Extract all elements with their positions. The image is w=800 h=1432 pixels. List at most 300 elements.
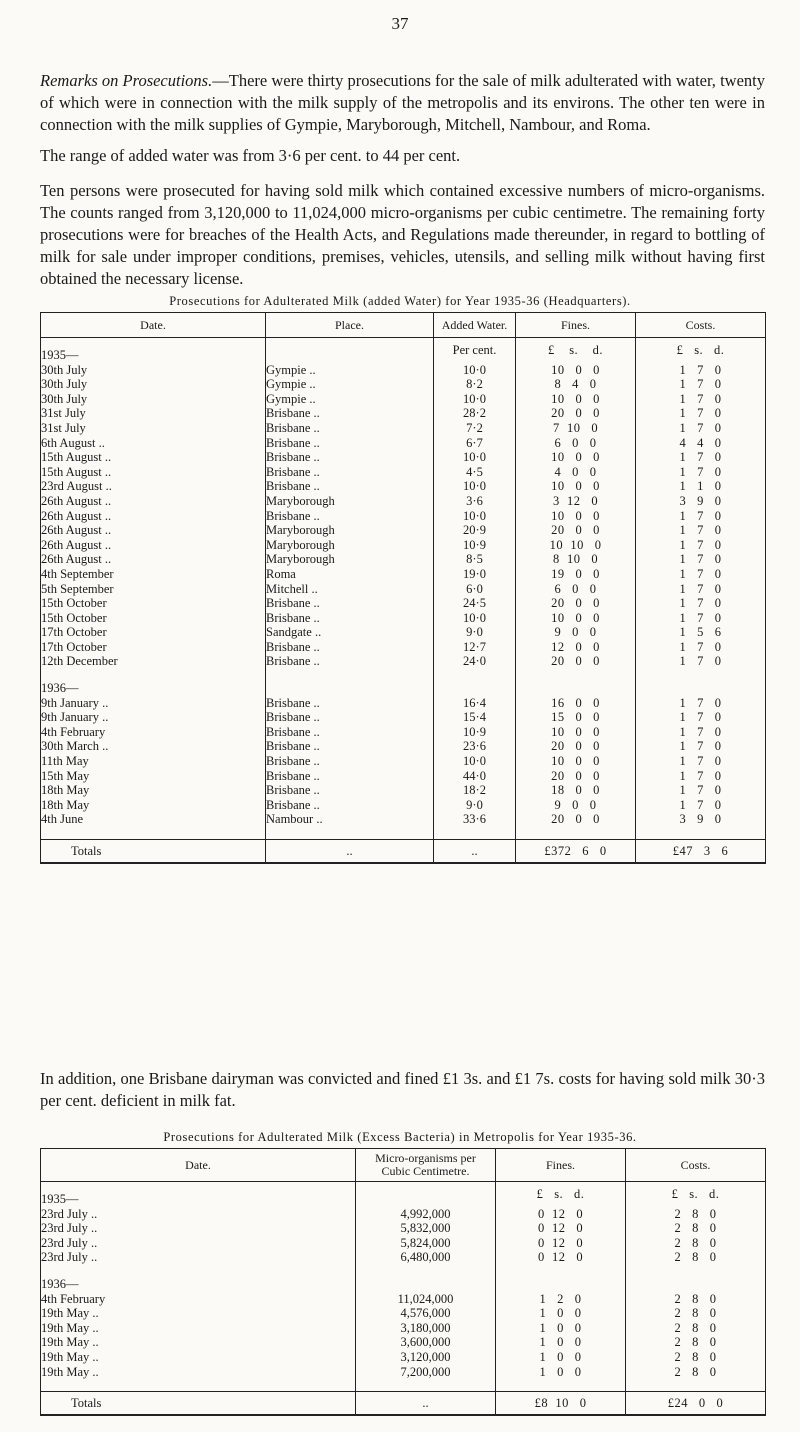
totals-added-water: ..: [434, 840, 516, 864]
year-label: 1935—: [41, 338, 266, 363]
table-row: [41, 754, 766, 769]
row-cost: 1 7 0: [636, 654, 766, 669]
row-date: 18th May: [41, 798, 266, 813]
row-micro-organisms: 3,120,000: [356, 1350, 496, 1365]
row-date: 30th July: [41, 392, 266, 407]
row-micro-organisms: 6,480,000: [356, 1250, 496, 1265]
unit-costs: £ s. d.: [636, 338, 766, 363]
row-cost: 2 8 0: [626, 1365, 766, 1380]
row-date: 6th August ..: [41, 436, 266, 451]
table-excess-bacteria: [40, 1148, 766, 1416]
table1-title: Prosecutions for Adulterated Milk (added Water) for Year 1935-36 (Headquarters).: [169, 294, 631, 308]
row-fine: 10 0 0: [516, 450, 636, 465]
row-date: 19th May ..: [41, 1335, 356, 1350]
row-place: Brisbane ..: [266, 710, 434, 725]
header-date: Date.: [41, 313, 266, 338]
row-place: Gympie ..: [266, 392, 434, 407]
row-cost: 1 7 0: [636, 725, 766, 740]
row-added-water: 33·6: [434, 812, 516, 827]
empty-cell: [434, 669, 516, 681]
row-cost: 2 8 0: [626, 1306, 766, 1321]
totals-row: [41, 840, 766, 864]
row-place: Maryborough: [266, 538, 434, 553]
row-fine: 16 0 0: [516, 696, 636, 711]
table-row: [41, 596, 766, 611]
table2-title: Prosecutions for Adulterated Milk (Excess Bacteria) in Metropolis for Year 1935-36.: [163, 1130, 637, 1144]
row-cost: 2 8 0: [626, 1236, 766, 1251]
row-added-water: 10·0: [434, 450, 516, 465]
totals-fines: £372 6 0: [516, 840, 636, 864]
row-place: Brisbane ..: [266, 725, 434, 740]
row-cost: 1 7 0: [636, 552, 766, 567]
header-added-water: Added Water.: [434, 313, 516, 338]
empty-cell: [516, 669, 636, 681]
row-cost: 1 7 0: [636, 465, 766, 480]
row-cost: 2 8 0: [626, 1350, 766, 1365]
row-place: Brisbane ..: [266, 465, 434, 480]
row-date: 23rd July ..: [41, 1236, 356, 1251]
totals-label: Totals: [41, 840, 266, 864]
row-fine: 10 0 0: [516, 479, 636, 494]
row-date: 17th October: [41, 625, 266, 640]
table-row: [41, 436, 766, 451]
table1-body: [41, 338, 766, 864]
row-fine: 8 4 0: [516, 377, 636, 392]
empty-cell: [626, 1379, 766, 1392]
row-place: Brisbane ..: [266, 769, 434, 784]
row-fine: 20 0 0: [516, 654, 636, 669]
header-micro-organisms: Micro-organisms per Cubic Centimetre.: [356, 1149, 496, 1182]
row-place: Sandgate ..: [266, 625, 434, 640]
spacer-row: [41, 669, 766, 681]
row-cost: 2 8 0: [626, 1292, 766, 1307]
row-added-water: 10·0: [434, 509, 516, 524]
row-place: Mitchell ..: [266, 582, 434, 597]
row-place: Brisbane ..: [266, 436, 434, 451]
table-row: [41, 479, 766, 494]
row-date: 26th August ..: [41, 509, 266, 524]
row-micro-organisms: 5,824,000: [356, 1236, 496, 1251]
empty-cell: [626, 1265, 766, 1277]
table-row: [41, 783, 766, 798]
row-fine: 20 0 0: [516, 406, 636, 421]
table-row: [41, 552, 766, 567]
empty-cell: [356, 1182, 496, 1207]
row-place: Brisbane ..: [266, 421, 434, 436]
row-date: 31st July: [41, 421, 266, 436]
table-added-water: [40, 312, 766, 864]
row-place: Brisbane ..: [266, 754, 434, 769]
row-added-water: 7·2: [434, 421, 516, 436]
table-row: [41, 1207, 766, 1222]
row-micro-organisms: 5,832,000: [356, 1221, 496, 1236]
row-cost: 1 7 0: [636, 421, 766, 436]
row-added-water: 10·9: [434, 538, 516, 553]
row-cost: 1 7 0: [636, 640, 766, 655]
table-row: [41, 611, 766, 626]
empty-cell: [266, 681, 434, 696]
empty-cell: [636, 681, 766, 696]
empty-cell: [496, 1379, 626, 1392]
row-micro-organisms: 4,992,000: [356, 1207, 496, 1222]
table-row: [41, 654, 766, 669]
row-added-water: 23·6: [434, 739, 516, 754]
year-label: 1935—: [41, 1182, 356, 1207]
row-fine: 20 0 0: [516, 769, 636, 784]
table-row: [41, 798, 766, 813]
row-added-water: 4·5: [434, 465, 516, 480]
row-cost: 1 7 0: [636, 538, 766, 553]
row-cost: 1 7 0: [636, 567, 766, 582]
empty-cell: [41, 669, 266, 681]
row-fine: 20 0 0: [516, 523, 636, 538]
row-cost: 2 8 0: [626, 1250, 766, 1265]
row-date: 19th May ..: [41, 1365, 356, 1380]
row-fine: 10 0 0: [516, 754, 636, 769]
row-cost: 2 8 0: [626, 1321, 766, 1336]
row-added-water: 9·0: [434, 798, 516, 813]
row-date: 31st July: [41, 406, 266, 421]
year-row: [41, 681, 766, 696]
row-date: 15th May: [41, 769, 266, 784]
table-row: [41, 1292, 766, 1307]
row-date: 23rd July ..: [41, 1250, 356, 1265]
row-cost: 2 8 0: [626, 1335, 766, 1350]
empty-cell: [434, 827, 516, 840]
row-cost: 4 4 0: [636, 436, 766, 451]
row-place: Brisbane ..: [266, 696, 434, 711]
empty-cell: [356, 1277, 496, 1292]
row-cost: 2 8 0: [626, 1221, 766, 1236]
row-cost: 1 7 0: [636, 710, 766, 725]
year-label: 1936—: [41, 1277, 356, 1292]
totals-place: ..: [266, 840, 434, 864]
table-row: [41, 1221, 766, 1236]
row-fine: 6 0 0: [516, 582, 636, 597]
row-place: Brisbane ..: [266, 406, 434, 421]
table-row: [41, 1365, 766, 1380]
row-place: Gympie ..: [266, 363, 434, 378]
row-date: 4th September: [41, 567, 266, 582]
remarks-paragraph: [40, 70, 765, 136]
row-date: 23rd July ..: [41, 1207, 356, 1222]
totals-costs: £24 0 0: [626, 1392, 766, 1416]
table-row: [41, 465, 766, 480]
year-row: [41, 1277, 766, 1292]
row-fine: 1 0 0: [496, 1321, 626, 1336]
row-date: 9th January ..: [41, 710, 266, 725]
table-row: [41, 538, 766, 553]
table-row: [41, 567, 766, 582]
row-date: 15th August ..: [41, 450, 266, 465]
row-fine: 1 2 0: [496, 1292, 626, 1307]
row-micro-organisms: 3,600,000: [356, 1335, 496, 1350]
empty-cell: [356, 1265, 496, 1277]
row-fine: 10 0 0: [516, 392, 636, 407]
row-fine: 9 0 0: [516, 625, 636, 640]
spacer-row: [41, 1265, 766, 1277]
row-added-water: 28·2: [434, 406, 516, 421]
row-date: 26th August ..: [41, 523, 266, 538]
row-cost: 3 9 0: [636, 494, 766, 509]
empty-cell: [356, 1379, 496, 1392]
table-row: [41, 392, 766, 407]
empty-cell: [41, 1265, 356, 1277]
row-added-water: 6·0: [434, 582, 516, 597]
table-row: [41, 1250, 766, 1265]
row-fine: 3 12 0: [516, 494, 636, 509]
unit-added-water: Per cent.: [434, 338, 516, 363]
row-added-water: 44·0: [434, 769, 516, 784]
row-cost: 1 7 0: [636, 754, 766, 769]
row-added-water: 20·9: [434, 523, 516, 538]
table-row: [41, 363, 766, 378]
table-row: [41, 377, 766, 392]
row-fine: 1 0 0: [496, 1350, 626, 1365]
row-fine: 10 10 0: [516, 538, 636, 553]
row-cost: 1 7 0: [636, 798, 766, 813]
row-date: 30th March ..: [41, 739, 266, 754]
row-place: Gympie ..: [266, 377, 434, 392]
row-place: Brisbane ..: [266, 611, 434, 626]
row-added-water: 10·9: [434, 725, 516, 740]
table-row: [41, 696, 766, 711]
row-added-water: 15·4: [434, 710, 516, 725]
table2-header-row: [41, 1149, 766, 1182]
row-fine: 0 12 0: [496, 1207, 626, 1222]
row-cost: 1 7 0: [636, 769, 766, 784]
row-fine: 1 0 0: [496, 1365, 626, 1380]
row-cost: 2 8 0: [626, 1207, 766, 1222]
table-row: [41, 1350, 766, 1365]
row-added-water: 6·7: [434, 436, 516, 451]
row-micro-organisms: 3,180,000: [356, 1321, 496, 1336]
row-cost: 1 7 0: [636, 377, 766, 392]
milk-fat-paragraph: In addition, one Brisbane dairyman was convicted and fined £1 3s. and £1 7s. costs for having sold milk 30·3 per cent. deficient in milk fat.: [40, 1069, 765, 1110]
row-cost: 1 7 0: [636, 509, 766, 524]
empty-cell: [41, 827, 266, 840]
row-date: 12th December: [41, 654, 266, 669]
row-added-water: 10·0: [434, 754, 516, 769]
table-row: [41, 739, 766, 754]
row-date: 19th May ..: [41, 1306, 356, 1321]
table1-header-row: [41, 313, 766, 338]
empty-cell: [496, 1277, 626, 1292]
totals-row: [41, 1392, 766, 1416]
row-date: 26th August ..: [41, 538, 266, 553]
totals-label: Totals: [41, 1392, 356, 1416]
row-date: 17th October: [41, 640, 266, 655]
row-place: Brisbane ..: [266, 450, 434, 465]
row-place: Brisbane ..: [266, 596, 434, 611]
row-added-water: 24·0: [434, 654, 516, 669]
table2-body: [41, 1182, 766, 1416]
empty-cell: [434, 681, 516, 696]
table-row: [41, 640, 766, 655]
row-added-water: 12·7: [434, 640, 516, 655]
row-fine: 10 0 0: [516, 363, 636, 378]
table-row: [41, 769, 766, 784]
table-row: [41, 812, 766, 827]
row-fine: 6 0 0: [516, 436, 636, 451]
row-fine: 10 0 0: [516, 725, 636, 740]
header-costs: Costs.: [636, 313, 766, 338]
row-added-water: 8·2: [434, 377, 516, 392]
table-row: [41, 582, 766, 597]
empty-cell: [516, 681, 636, 696]
row-fine: 20 0 0: [516, 596, 636, 611]
row-place: Maryborough: [266, 523, 434, 538]
row-place: Nambour ..: [266, 812, 434, 827]
table-row: [41, 509, 766, 524]
table-row: [41, 450, 766, 465]
table-row: [41, 1335, 766, 1350]
table-row: [41, 523, 766, 538]
row-place: Brisbane ..: [266, 783, 434, 798]
row-fine: 10 0 0: [516, 611, 636, 626]
table-row: [41, 625, 766, 640]
row-date: 23rd July ..: [41, 1221, 356, 1236]
micro-organisms-paragraph: Ten persons were prosecuted for having sold milk which contained excessive numbers of micro-organisms. The counts ranged from 3,120,000 to 11,024,000 micro-organisms per cubic centimetre. The remaining forty prosecutions were for breaches of the Health Acts, and Regulations made thereunder, in regard to bottling of milk for sale under improper conditions, premises, vehicles, utensils, and selling milk without having first obtained the necessary license.: [40, 181, 765, 288]
row-place: Brisbane ..: [266, 798, 434, 813]
row-added-water: 16·4: [434, 696, 516, 711]
empty-cell: [266, 827, 434, 840]
row-date: 19th May ..: [41, 1321, 356, 1336]
row-date: 4th February: [41, 725, 266, 740]
row-place: Brisbane ..: [266, 654, 434, 669]
row-fine: 19 0 0: [516, 567, 636, 582]
row-cost: 1 7 0: [636, 783, 766, 798]
table-row: [41, 494, 766, 509]
row-cost: 1 7 0: [636, 739, 766, 754]
empty-cell: [266, 669, 434, 681]
row-cost: 1 7 0: [636, 450, 766, 465]
row-fine: 9 0 0: [516, 798, 636, 813]
table-row: [41, 1236, 766, 1251]
added-water-range-paragraph: The range of added water was from 3·6 per cent. to 44 per cent.: [40, 146, 461, 165]
row-added-water: 19·0: [434, 567, 516, 582]
row-place: Brisbane ..: [266, 739, 434, 754]
header-fines: Fines.: [496, 1149, 626, 1182]
row-cost: 1 7 0: [636, 611, 766, 626]
row-date: 26th August ..: [41, 552, 266, 567]
row-fine: 15 0 0: [516, 710, 636, 725]
row-fine: 10 0 0: [516, 509, 636, 524]
row-date: 26th August ..: [41, 494, 266, 509]
row-micro-organisms: 7,200,000: [356, 1365, 496, 1380]
row-date: 18th May: [41, 783, 266, 798]
row-date: 15th August ..: [41, 465, 266, 480]
row-added-water: 10·0: [434, 611, 516, 626]
row-cost: 1 1 0: [636, 479, 766, 494]
row-cost: 1 7 0: [636, 523, 766, 538]
row-date: 4th June: [41, 812, 266, 827]
row-place: Brisbane ..: [266, 640, 434, 655]
empty-cell: [636, 827, 766, 840]
row-date: 9th January ..: [41, 696, 266, 711]
row-fine: 0 12 0: [496, 1236, 626, 1251]
row-cost: 1 7 0: [636, 582, 766, 597]
row-micro-organisms: 4,576,000: [356, 1306, 496, 1321]
row-added-water: 24·5: [434, 596, 516, 611]
row-date: 30th July: [41, 363, 266, 378]
row-place: Maryborough: [266, 494, 434, 509]
row-cost: 1 7 0: [636, 363, 766, 378]
header-place: Place.: [266, 313, 434, 338]
header-date: Date.: [41, 1149, 356, 1182]
row-cost: 1 7 0: [636, 596, 766, 611]
row-date: 15th October: [41, 611, 266, 626]
unit-costs: £ s. d.: [626, 1182, 766, 1207]
row-date: 30th July: [41, 377, 266, 392]
empty-cell: [626, 1277, 766, 1292]
row-date: 23rd August ..: [41, 479, 266, 494]
row-fine: 0 12 0: [496, 1250, 626, 1265]
spacer-row: [41, 1379, 766, 1392]
totals-micro-organisms: ..: [356, 1392, 496, 1416]
row-added-water: 10·0: [434, 363, 516, 378]
remarks-text: —There were thirty prosecutions for the sale of milk adulterated with water, twenty of which were in connection with the milk supply of the metropolis and its environs. The other ten were in connection with the milk supplies of Gympie, Maryborough, Mitchell, Nambour, and Roma.: [40, 71, 765, 134]
row-fine: 0 12 0: [496, 1221, 626, 1236]
row-fine: 20 0 0: [516, 739, 636, 754]
row-cost: 1 7 0: [636, 406, 766, 421]
units-row: [41, 338, 766, 363]
row-cost: 1 7 0: [636, 696, 766, 711]
row-cost: 1 7 0: [636, 392, 766, 407]
units-row: [41, 1182, 766, 1207]
row-cost: 3 9 0: [636, 812, 766, 827]
row-place: Brisbane ..: [266, 509, 434, 524]
row-micro-organisms: 11,024,000: [356, 1292, 496, 1307]
remarks-heading: Remarks on Prosecutions.: [40, 71, 213, 90]
row-added-water: 18·2: [434, 783, 516, 798]
row-place: Roma: [266, 567, 434, 582]
unit-fines: £ s. d.: [516, 338, 636, 363]
spacer-row: [41, 827, 766, 840]
row-fine: 1 0 0: [496, 1335, 626, 1350]
row-date: 15th October: [41, 596, 266, 611]
table-row: [41, 1321, 766, 1336]
row-added-water: 3·6: [434, 494, 516, 509]
table-row: [41, 710, 766, 725]
row-date: 5th September: [41, 582, 266, 597]
empty-cell: [516, 827, 636, 840]
row-fine: 7 10 0: [516, 421, 636, 436]
row-fine: 12 0 0: [516, 640, 636, 655]
row-place: Maryborough: [266, 552, 434, 567]
row-fine: 1 0 0: [496, 1306, 626, 1321]
totals-fines: £8 10 0: [496, 1392, 626, 1416]
page-number: 37: [391, 14, 409, 33]
row-fine: 8 10 0: [516, 552, 636, 567]
table-row: [41, 725, 766, 740]
row-fine: 18 0 0: [516, 783, 636, 798]
table-row: [41, 1306, 766, 1321]
row-added-water: 9·0: [434, 625, 516, 640]
row-fine: 4 0 0: [516, 465, 636, 480]
table-row: [41, 406, 766, 421]
table-row: [41, 421, 766, 436]
empty-cell: [41, 1379, 356, 1392]
row-place: Brisbane ..: [266, 479, 434, 494]
unit-fines: £ s. d.: [496, 1182, 626, 1207]
row-added-water: 8·5: [434, 552, 516, 567]
empty-cell: [636, 669, 766, 681]
row-date: 11th May: [41, 754, 266, 769]
row-fine: 20 0 0: [516, 812, 636, 827]
row-added-water: 10·0: [434, 479, 516, 494]
row-date: 4th February: [41, 1292, 356, 1307]
